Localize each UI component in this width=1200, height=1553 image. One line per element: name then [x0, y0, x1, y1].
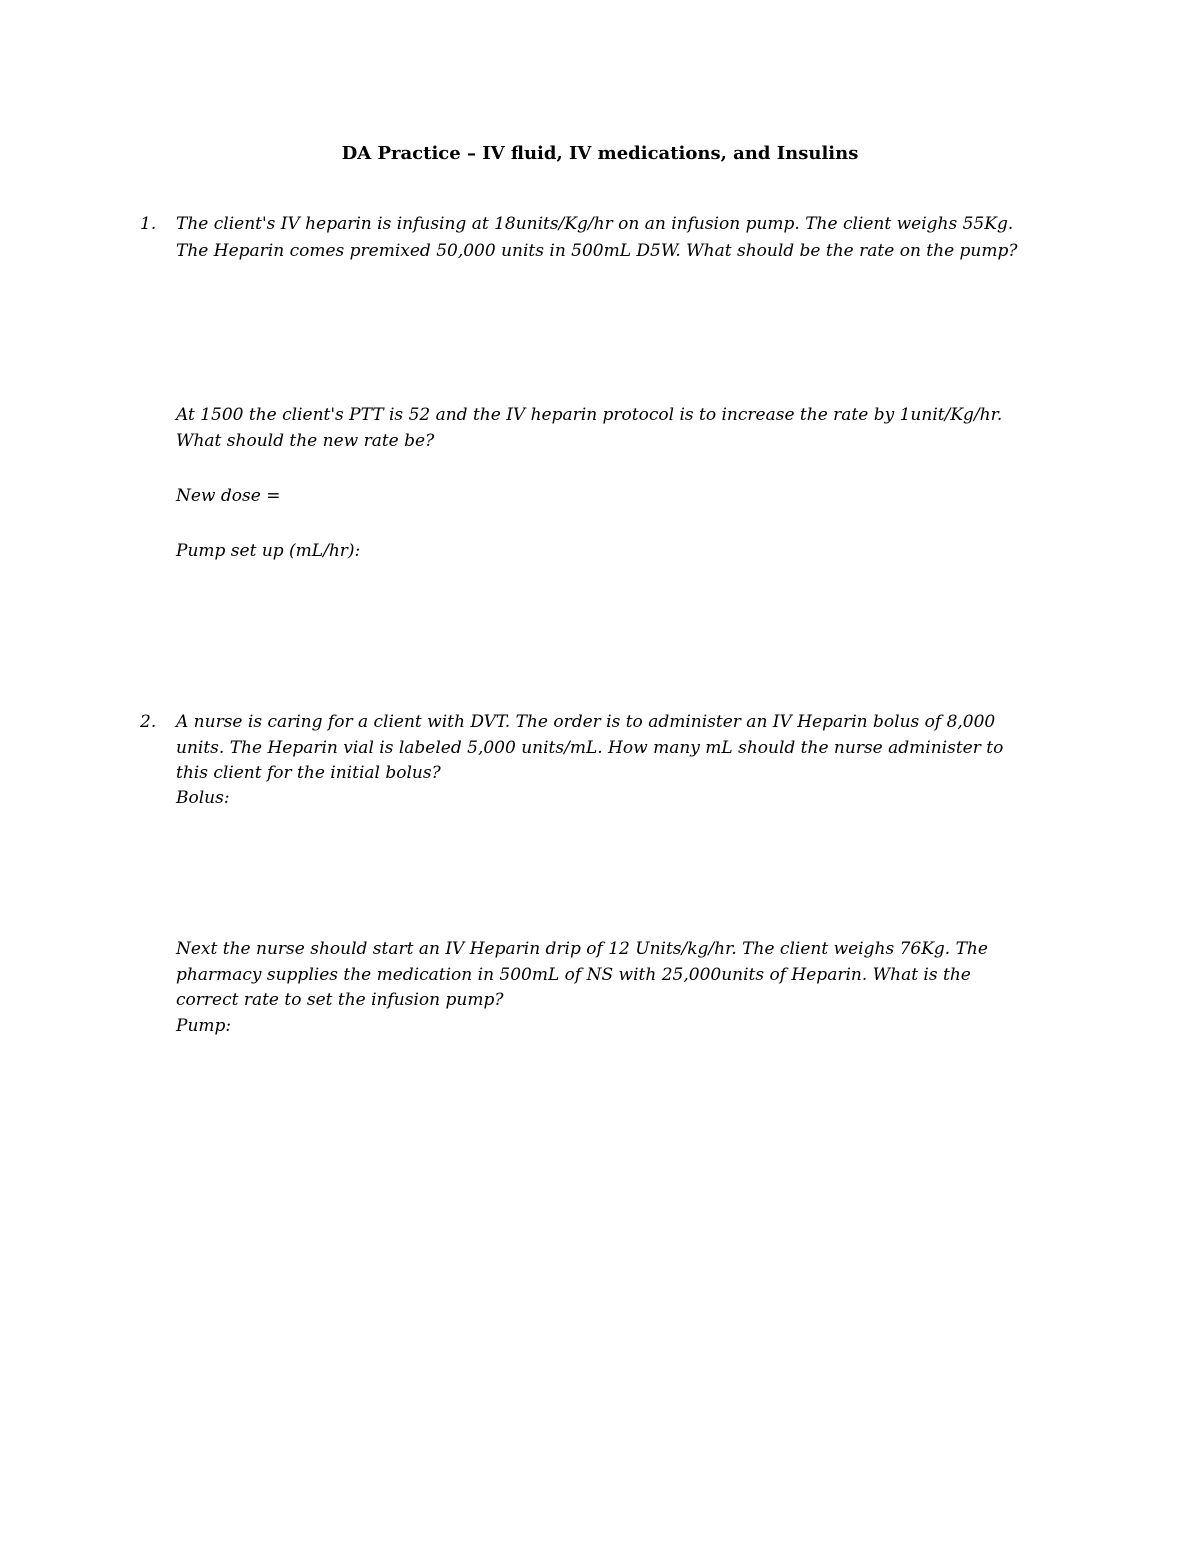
bolus-label: Bolus:	[176, 788, 230, 808]
new-dose-label: New dose =	[176, 486, 281, 506]
question-2-line-1: A nurse is caring for a client with DVT. The order is to administer an IV Heparin bolus of 8,000	[176, 712, 996, 732]
question-1-line-2: The Heparin comes premixed 50,000 units in 500mL D5W. What should be the rate on the pump?	[176, 241, 1018, 261]
question-2-line-2: units. The Heparin vial is labeled 5,000 units/mL. How many mL should the nurse administer to	[176, 738, 1004, 758]
document-title: DA Practice – IV fluid, IV medications, and Insulins	[341, 143, 859, 164]
pump-setup-label: Pump set up (mL/hr):	[176, 541, 361, 561]
question-1-followup-line-1: At 1500 the client's PTT is 52 and the IV heparin protocol is to increase the rate by 1unit/Kg/hr.	[176, 405, 1003, 425]
question-2-followup-line-3: correct rate to set the infusion pump?	[176, 990, 504, 1010]
question-1-followup-line-2: What should the new rate be?	[176, 431, 435, 451]
pump-label: Pump:	[176, 1016, 232, 1036]
question-2-followup-line-1: Next the nurse should start an IV Heparin drip of 12 Units/kg/hr. The client weighs 76Kg. The	[176, 939, 988, 959]
question-1-number: 1.	[140, 214, 157, 234]
question-1-line-1: The client's IV heparin is infusing at 18units/Kg/hr on an infusion pump. The client weighs 55Kg.	[176, 214, 1014, 234]
question-2-followup-line-2: pharmacy supplies the medication in 500mL of NS with 25,000units of Heparin. What is the	[176, 965, 971, 985]
question-2-number: 2.	[140, 712, 157, 732]
question-2-line-3: this client for the initial bolus?	[176, 763, 441, 783]
